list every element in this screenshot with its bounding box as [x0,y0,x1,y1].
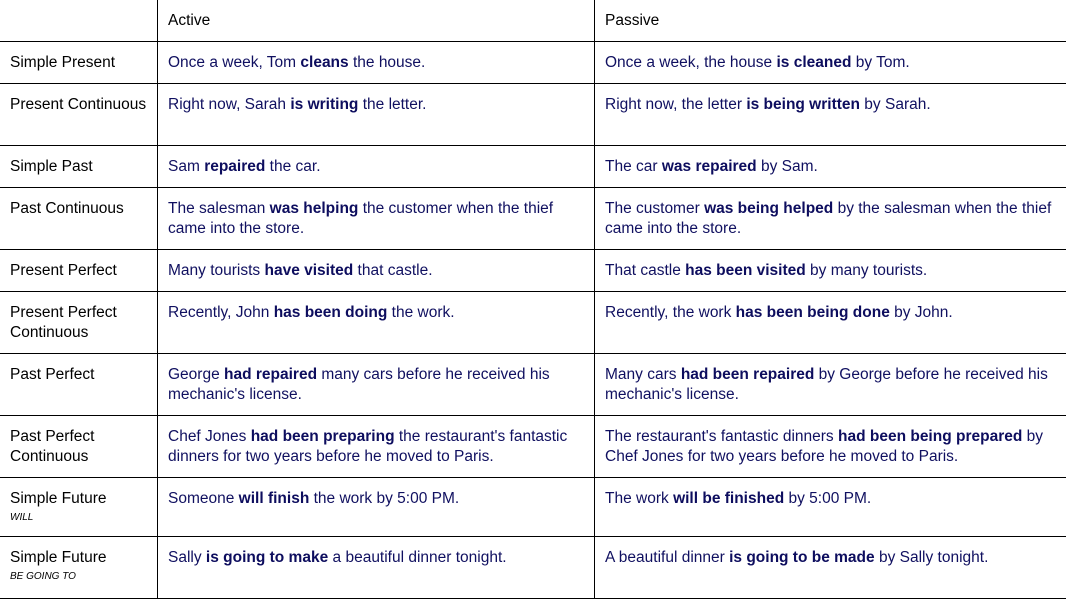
sentence-text: by George before he received his mechanic's license. [605,366,1048,403]
sentence-text: The salesman [168,200,270,217]
verb-phrase: is going to make [206,549,328,566]
sentence-text: Someone [168,490,239,507]
active-example [158,354,595,416]
sentence-text: that castle. [353,262,432,279]
sentence-text: A beautiful dinner [605,549,729,566]
passive-example [595,188,1066,250]
header-tense [0,0,158,42]
tense-label: Simple Past [10,158,93,175]
verb-phrase: had been preparing [251,428,395,445]
tense-cell [0,188,158,250]
tense-cell [0,478,158,537]
active-example [158,537,595,599]
table-row [0,188,1066,250]
verb-phrase: cleans [300,54,348,71]
sentence-text: the customer when the thief came into the store. [168,200,553,237]
sentence-text: The restaurant's fantastic dinners [605,428,838,445]
sentence-text: by Sally tonight. [875,549,989,566]
sentence-text: by 5:00 PM. [784,490,871,507]
active-example [158,146,595,188]
verb-phrase: will finish [239,490,310,507]
sentence-text: Many cars [605,366,681,383]
table-row [0,537,1066,599]
sentence-text: the car. [265,158,320,175]
tense-label: Present Perfect Continuous [10,304,117,341]
sentence-text: Sam [168,158,204,175]
active-example [158,292,595,354]
tense-label: Past Perfect [10,366,94,383]
tense-cell [0,537,158,599]
passive-example [595,146,1066,188]
tense-cell [0,84,158,146]
sentence-text: George [168,366,224,383]
header-passive: Passive [595,0,1066,42]
verb-phrase: was helping [270,200,359,217]
passive-example [595,250,1066,292]
tense-label: Simple Future [10,490,106,507]
passive-example [595,416,1066,478]
sentence-text: the restaurant's fantastic dinners for two years before he moved to Paris. [168,428,567,465]
verb-phrase: is cleaned [776,54,851,71]
table-row [0,146,1066,188]
verb-phrase: was being helped [704,200,833,217]
sentence-text: Sally [168,549,206,566]
header-row [0,0,1066,42]
sentence-text: the letter. [358,96,426,113]
verb-phrase: has been being done [736,304,890,321]
sentence-text: Once a week, Tom [168,54,300,71]
sentence-text: Once a week, the house [605,54,776,71]
sentence-text: the house. [349,54,426,71]
table-row [0,84,1066,146]
verb-phrase: is being written [746,96,860,113]
sentence-text: The car [605,158,662,175]
sentence-text: by Sam. [757,158,818,175]
tense-label: Simple Present [10,54,115,71]
tense-cell [0,146,158,188]
passive-example [595,84,1066,146]
sentence-text: by the salesman when the thief came into the store. [605,200,1051,237]
tense-label: Past Continuous [10,200,124,217]
active-example [158,416,595,478]
tense-label: Simple Future [10,549,106,566]
sentence-text: a beautiful dinner tonight. [328,549,506,566]
verb-phrase: repaired [204,158,265,175]
sentence-text: by many tourists. [806,262,927,279]
table-row [0,292,1066,354]
active-example [158,42,595,84]
tense-cell [0,416,158,478]
sentence-text: Right now, Sarah [168,96,290,113]
passive-example [595,354,1066,416]
tense-cell [0,292,158,354]
sentence-text: Recently, John [168,304,274,321]
table-row [0,478,1066,537]
active-example [158,250,595,292]
table-row [0,416,1066,478]
active-example [158,84,595,146]
sentence-text: by Sarah. [860,96,931,113]
active-example [158,478,595,537]
sentence-text: Recently, the work [605,304,736,321]
sentence-text: Chef Jones [168,428,251,445]
table-row [0,250,1066,292]
tense-label: Present Perfect [10,262,117,279]
sentence-text: That castle [605,262,685,279]
table-row [0,354,1066,416]
sentence-text: the work by 5:00 PM. [309,490,459,507]
passive-example [595,537,1066,599]
sentence-text: The customer [605,200,704,217]
tense-sublabel: WILL [10,511,147,525]
tense-cell [0,250,158,292]
verb-phrase: has been visited [685,262,806,279]
verb-phrase: was repaired [662,158,757,175]
verb-phrase: is writing [290,96,358,113]
active-example [158,188,595,250]
table-row [0,42,1066,84]
sentence-text: by Tom. [851,54,909,71]
tense-label: Present Continuous [10,96,146,113]
sentence-text: Right now, the letter [605,96,746,113]
sentence-text: Many tourists [168,262,264,279]
verb-phrase: had been being prepared [838,428,1022,445]
passive-example [595,292,1066,354]
tense-cell [0,42,158,84]
verb-phrase: will be finished [673,490,784,507]
tense-label: Past Perfect Continuous [10,428,94,465]
sentence-text: by John. [890,304,953,321]
tense-cell [0,354,158,416]
sentence-text: The work [605,490,673,507]
tense-sublabel: BE GOING TO [10,570,147,584]
verb-phrase: has been doing [274,304,388,321]
header-active: Active [158,0,595,42]
sentence-text: the work. [387,304,454,321]
verb-phrase: is going to be made [729,549,875,566]
verb-phrase: have visited [264,262,353,279]
sentence-text: many cars before he received his mechanic's license. [168,366,550,403]
verb-phrase: had repaired [224,366,317,383]
passive-example [595,478,1066,537]
sentence-text: by Chef Jones for two years before he moved to Paris. [605,428,1043,465]
passive-example [595,42,1066,84]
verb-phrase: had been repaired [681,366,815,383]
